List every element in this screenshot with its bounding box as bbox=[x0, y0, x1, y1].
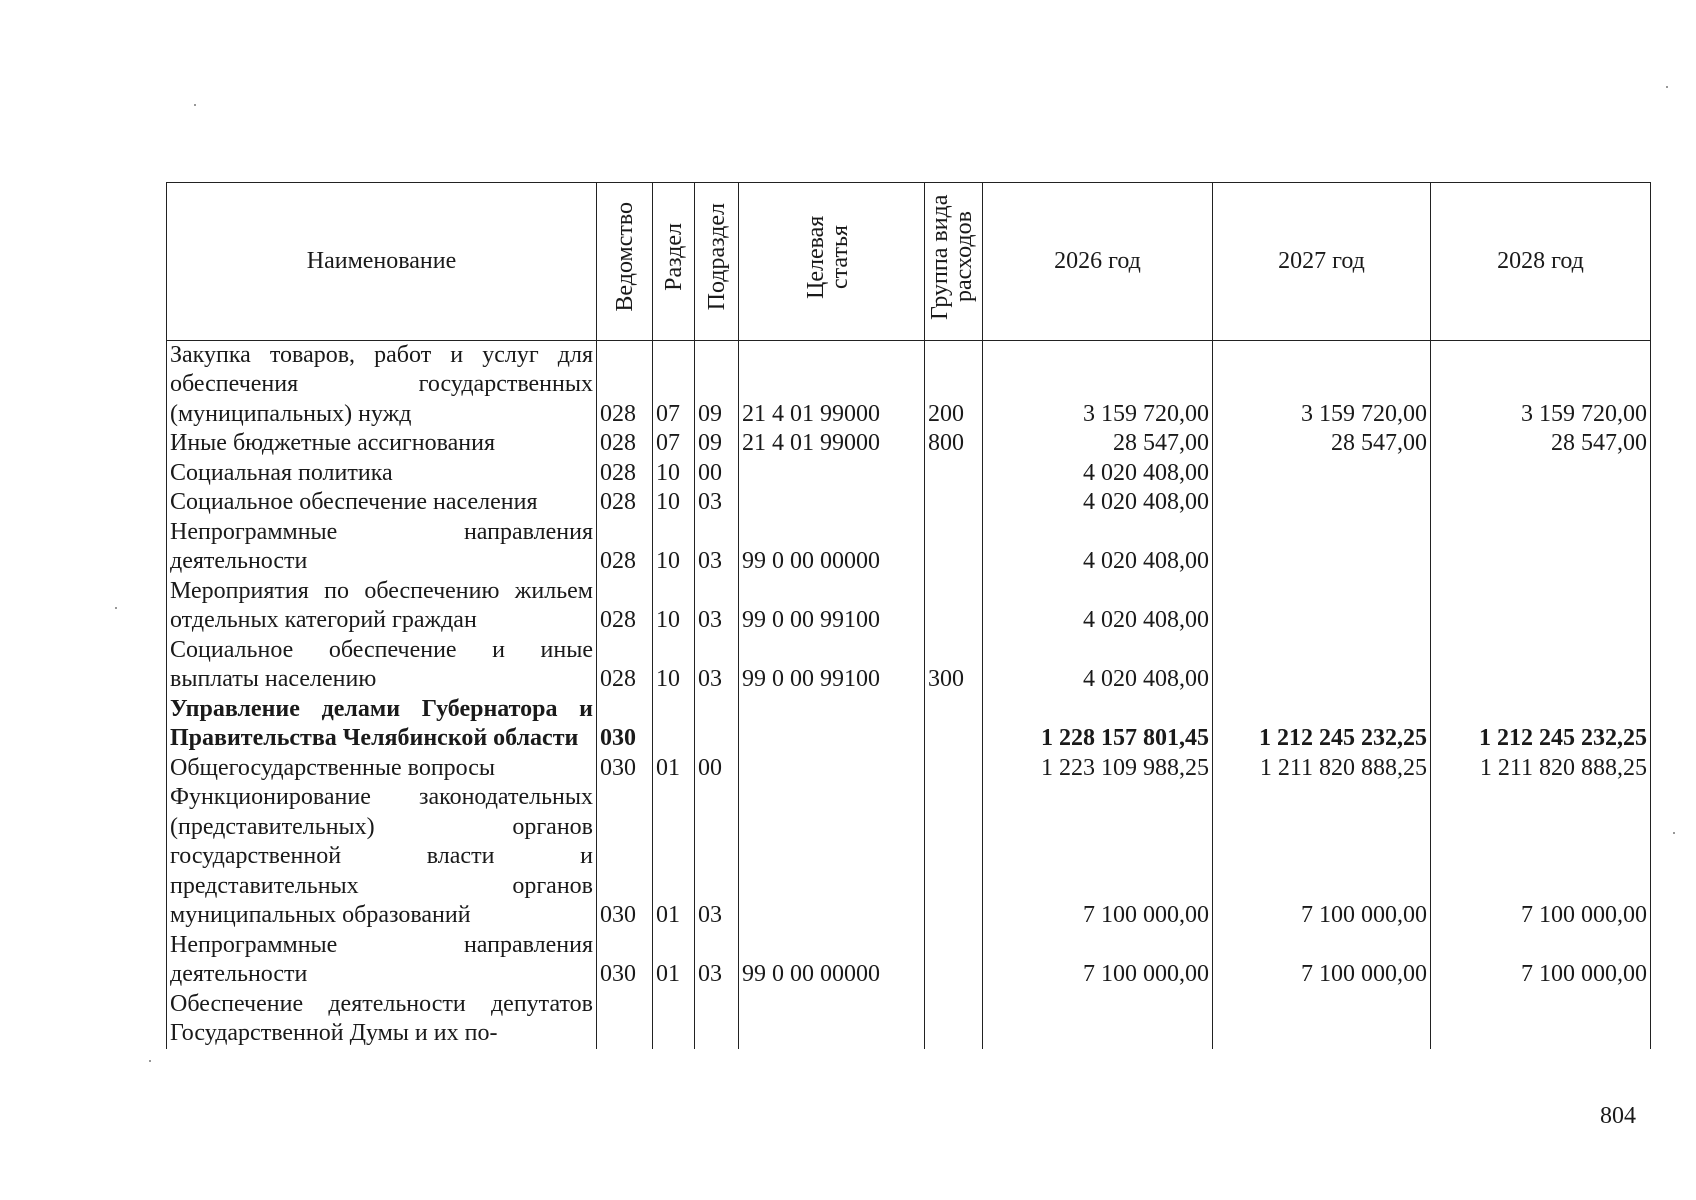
header-name: Наименование bbox=[167, 183, 597, 341]
header-vedomstvo: Ведомство bbox=[597, 183, 653, 341]
cell-vedomstvo: 030 bbox=[597, 695, 653, 754]
cell-name: Социальное обеспечение и иные выплаты населению bbox=[167, 636, 597, 695]
cell-2028 bbox=[1431, 990, 1651, 1049]
table-row bbox=[167, 459, 1651, 489]
cell-razdel bbox=[653, 695, 695, 754]
cell-gruppa-vida-rashodov: 200 bbox=[925, 340, 983, 429]
cell-2027 bbox=[1213, 990, 1431, 1049]
cell-podrazdel: 03 bbox=[695, 931, 739, 990]
cell-2027 bbox=[1213, 636, 1431, 695]
cell-gruppa-vida-rashodov bbox=[925, 577, 983, 636]
cell-2028 bbox=[1431, 518, 1651, 577]
cell-2028 bbox=[1431, 577, 1651, 636]
cell-2027: 7 100 000,00 bbox=[1213, 931, 1431, 990]
table-row bbox=[167, 990, 1651, 1049]
table-row bbox=[167, 754, 1651, 784]
cell-2028: 28 547,00 bbox=[1431, 429, 1651, 459]
cell-gruppa-vida-rashodov bbox=[925, 459, 983, 489]
cell-razdel: 07 bbox=[653, 340, 695, 429]
cell-name: Непрограммные направления деятельности bbox=[167, 931, 597, 990]
table-body bbox=[167, 340, 1651, 1049]
cell-name: Обеспечение деятельности депутатов Государственной Думы и их по- bbox=[167, 990, 597, 1049]
table-row bbox=[167, 340, 1651, 429]
cell-2026: 4 020 408,00 bbox=[983, 636, 1213, 695]
cell-celevaya-statya: 21 4 01 99000 bbox=[739, 429, 925, 459]
cell-celevaya-statya bbox=[739, 695, 925, 754]
cell-2028: 1 212 245 232,25 bbox=[1431, 695, 1651, 754]
cell-vedomstvo: 028 bbox=[597, 518, 653, 577]
cell-2028 bbox=[1431, 459, 1651, 489]
table-row bbox=[167, 931, 1651, 990]
cell-2026: 1 228 157 801,45 bbox=[983, 695, 1213, 754]
cell-razdel: 01 bbox=[653, 931, 695, 990]
cell-2026: 4 020 408,00 bbox=[983, 459, 1213, 489]
cell-2026 bbox=[983, 990, 1213, 1049]
scan-speck bbox=[1673, 832, 1675, 834]
cell-2028: 7 100 000,00 bbox=[1431, 931, 1651, 990]
cell-2028: 3 159 720,00 bbox=[1431, 340, 1651, 429]
cell-2027 bbox=[1213, 518, 1431, 577]
cell-vedomstvo: 028 bbox=[597, 429, 653, 459]
cell-celevaya-statya bbox=[739, 990, 925, 1049]
cell-razdel: 07 bbox=[653, 429, 695, 459]
cell-podrazdel: 03 bbox=[695, 577, 739, 636]
cell-2027: 3 159 720,00 bbox=[1213, 340, 1431, 429]
cell-vedomstvo: 030 bbox=[597, 754, 653, 784]
cell-gruppa-vida-rashodov bbox=[925, 754, 983, 784]
cell-podrazdel: 09 bbox=[695, 340, 739, 429]
table-row bbox=[167, 695, 1651, 754]
cell-2028: 1 211 820 888,25 bbox=[1431, 754, 1651, 784]
cell-name: Общегосударственные вопросы bbox=[167, 754, 597, 784]
cell-podrazdel bbox=[695, 990, 739, 1049]
cell-vedomstvo: 030 bbox=[597, 783, 653, 931]
cell-razdel: 01 bbox=[653, 783, 695, 931]
cell-vedomstvo: 030 bbox=[597, 931, 653, 990]
cell-podrazdel: 03 bbox=[695, 636, 739, 695]
cell-podrazdel bbox=[695, 695, 739, 754]
cell-podrazdel: 03 bbox=[695, 488, 739, 518]
cell-2027: 1 212 245 232,25 bbox=[1213, 695, 1431, 754]
cell-name: Закупка товаров, работ и услуг для обеспечения государственных (муниципальных) нужд bbox=[167, 340, 597, 429]
cell-vedomstvo: 028 bbox=[597, 636, 653, 695]
cell-celevaya-statya bbox=[739, 754, 925, 784]
cell-2027: 7 100 000,00 bbox=[1213, 783, 1431, 931]
cell-2026: 1 223 109 988,25 bbox=[983, 754, 1213, 784]
scan-speck bbox=[194, 104, 196, 106]
cell-celevaya-statya bbox=[739, 488, 925, 518]
table-header-row bbox=[167, 183, 1651, 341]
cell-celevaya-statya: 99 0 00 99100 bbox=[739, 577, 925, 636]
table-row bbox=[167, 636, 1651, 695]
cell-gruppa-vida-rashodov bbox=[925, 931, 983, 990]
cell-vedomstvo bbox=[597, 990, 653, 1049]
cell-razdel: 10 bbox=[653, 577, 695, 636]
cell-name: Иные бюджетные ассигнования bbox=[167, 429, 597, 459]
page-number: 804 bbox=[1600, 1103, 1636, 1129]
cell-2027: 28 547,00 bbox=[1213, 429, 1431, 459]
cell-2027 bbox=[1213, 488, 1431, 518]
header-razdel: Раздел bbox=[653, 183, 695, 341]
table-row bbox=[167, 783, 1651, 931]
cell-razdel: 01 bbox=[653, 754, 695, 784]
scan-speck bbox=[149, 1060, 151, 1062]
scan-speck bbox=[1666, 86, 1668, 88]
cell-name: Непрограммные направления деятельности bbox=[167, 518, 597, 577]
scan-speck bbox=[115, 607, 117, 609]
cell-razdel bbox=[653, 990, 695, 1049]
header-2027: 2027 год bbox=[1213, 183, 1431, 341]
header-2026: 2026 год bbox=[983, 183, 1213, 341]
header-celevaya-statya: Целевая статья bbox=[739, 183, 925, 341]
budget-table bbox=[166, 182, 1651, 1049]
cell-2026: 28 547,00 bbox=[983, 429, 1213, 459]
cell-2027 bbox=[1213, 577, 1431, 636]
cell-celevaya-statya: 99 0 00 99100 bbox=[739, 636, 925, 695]
cell-podrazdel: 00 bbox=[695, 459, 739, 489]
cell-podrazdel: 00 bbox=[695, 754, 739, 784]
cell-2026: 7 100 000,00 bbox=[983, 931, 1213, 990]
header-gruppa-vida-rashodov: Группа вида расходов bbox=[925, 183, 983, 341]
cell-gruppa-vida-rashodov: 800 bbox=[925, 429, 983, 459]
cell-podrazdel: 03 bbox=[695, 518, 739, 577]
cell-gruppa-vida-rashodov bbox=[925, 990, 983, 1049]
cell-2026: 4 020 408,00 bbox=[983, 518, 1213, 577]
header-podrazdel: Подраздел bbox=[695, 183, 739, 341]
cell-gruppa-vida-rashodov bbox=[925, 488, 983, 518]
cell-gruppa-vida-rashodov bbox=[925, 695, 983, 754]
cell-podrazdel: 09 bbox=[695, 429, 739, 459]
header-2028: 2028 год bbox=[1431, 183, 1651, 341]
cell-2026: 3 159 720,00 bbox=[983, 340, 1213, 429]
cell-celevaya-statya bbox=[739, 459, 925, 489]
table-row bbox=[167, 429, 1651, 459]
table-row bbox=[167, 518, 1651, 577]
cell-celevaya-statya: 21 4 01 99000 bbox=[739, 340, 925, 429]
cell-2028 bbox=[1431, 488, 1651, 518]
cell-name: Функционирование законодательных (представительных) органов государственной власти и представительных органов муниципальных образований bbox=[167, 783, 597, 931]
cell-vedomstvo: 028 bbox=[597, 340, 653, 429]
cell-2026: 4 020 408,00 bbox=[983, 488, 1213, 518]
table-row bbox=[167, 577, 1651, 636]
cell-2026: 7 100 000,00 bbox=[983, 783, 1213, 931]
cell-2026: 4 020 408,00 bbox=[983, 577, 1213, 636]
cell-celevaya-statya: 99 0 00 00000 bbox=[739, 518, 925, 577]
cell-gruppa-vida-rashodov bbox=[925, 518, 983, 577]
cell-razdel: 10 bbox=[653, 518, 695, 577]
cell-name: Мероприятия по обеспечению жильем отдельных категорий граждан bbox=[167, 577, 597, 636]
cell-gruppa-vida-rashodov: 300 bbox=[925, 636, 983, 695]
cell-razdel: 10 bbox=[653, 636, 695, 695]
cell-celevaya-statya bbox=[739, 783, 925, 931]
cell-2027: 1 211 820 888,25 bbox=[1213, 754, 1431, 784]
cell-vedomstvo: 028 bbox=[597, 577, 653, 636]
cell-2028 bbox=[1431, 636, 1651, 695]
cell-vedomstvo: 028 bbox=[597, 459, 653, 489]
cell-razdel: 10 bbox=[653, 459, 695, 489]
cell-name: Социальное обеспечение населения bbox=[167, 488, 597, 518]
cell-razdel: 10 bbox=[653, 488, 695, 518]
cell-2028: 7 100 000,00 bbox=[1431, 783, 1651, 931]
cell-2027 bbox=[1213, 459, 1431, 489]
cell-podrazdel: 03 bbox=[695, 783, 739, 931]
cell-gruppa-vida-rashodov bbox=[925, 783, 983, 931]
cell-vedomstvo: 028 bbox=[597, 488, 653, 518]
cell-name: Социальная политика bbox=[167, 459, 597, 489]
cell-celevaya-statya: 99 0 00 00000 bbox=[739, 931, 925, 990]
cell-name: Управление делами Губернатора и Правительства Челябинской области bbox=[167, 695, 597, 754]
table-row bbox=[167, 488, 1651, 518]
